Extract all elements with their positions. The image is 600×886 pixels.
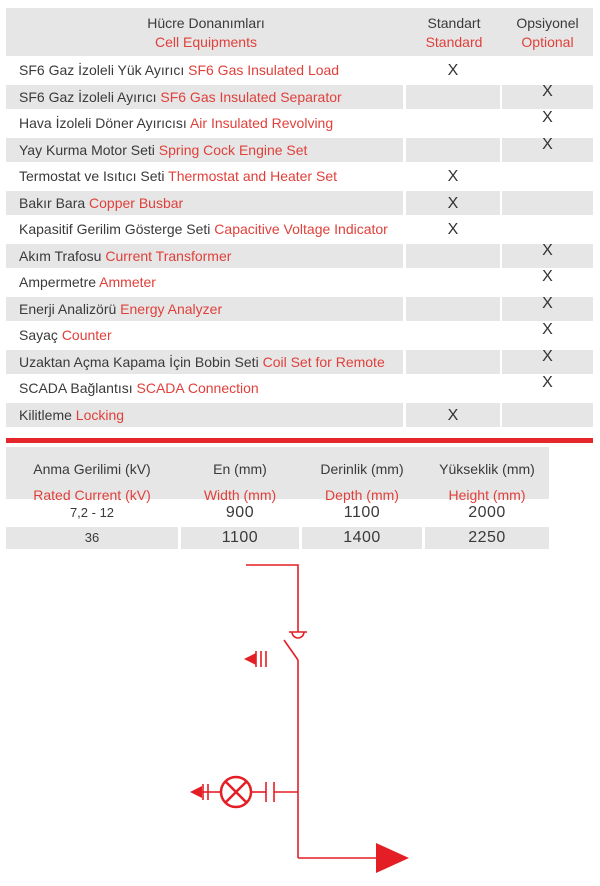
equipment-name-en: Counter xyxy=(61,327,112,343)
equipment-name-en: Copper Busbar xyxy=(89,194,184,211)
header-height-en: Height (mm) xyxy=(448,487,526,503)
height-cell: 2250 xyxy=(425,527,549,549)
equipment-name-tr: Hava İzoleli Döner Ayırıcısı xyxy=(19,115,187,131)
optional-mark: X xyxy=(542,268,553,285)
header-voltage-en: Rated Current (kV) xyxy=(33,487,151,503)
equipment-name-en: Coil Set for Remote xyxy=(262,353,385,370)
equipment-name-en: Current Transformer xyxy=(105,247,232,264)
header-optional-en: Optional xyxy=(521,34,574,50)
voltage-cell: 36 xyxy=(6,527,178,549)
equipment-name-en: Air Insulated Revolving xyxy=(189,115,334,131)
equipment-name-tr: Enerji Analizörü xyxy=(19,300,117,317)
equipment-name-tr: SF6 Gaz İzoleli Ayırıcı xyxy=(19,88,157,105)
header-equipments-tr: Hücre Donanımları xyxy=(147,15,265,31)
equipment-name-en: Energy Analyzer xyxy=(120,300,223,317)
equipment-name-tr: Sayaç xyxy=(19,327,58,343)
equipment-name-tr: SF6 Gaz İzoleli Yük Ayırıcı xyxy=(19,62,185,78)
equipment-name-tr: Ampermetre xyxy=(19,274,97,290)
equipment-name-tr: Akım Trafosu xyxy=(19,247,102,264)
output-arrow-icon xyxy=(376,843,409,873)
width-cell: 900 xyxy=(225,504,255,521)
equipment-name-en: Locking xyxy=(75,406,125,423)
depth-cell: 1100 xyxy=(343,504,381,521)
optional-mark: X xyxy=(542,109,553,126)
equipment-name-en: Ammeter xyxy=(99,274,156,290)
equipment-name-en: Capacitive Voltage Indicator xyxy=(214,221,388,237)
equipment-name-tr: Yay Kurma Motor Seti xyxy=(19,141,155,158)
header-standard-tr: Standart xyxy=(427,15,481,31)
height-cell: 2000 xyxy=(468,504,506,521)
left-arrow-icon xyxy=(244,653,256,665)
equipment-name-en: SCADA Connection xyxy=(136,380,259,396)
standard-mark: X xyxy=(447,62,459,79)
optional-mark: X xyxy=(542,347,553,365)
voltage-cell: 7,2 - 12 xyxy=(69,505,115,520)
equipment-name-tr: Uzaktan Açma Kapama İçin Bobin Seti xyxy=(19,353,259,370)
equipment-name-en: Thermostat and Heater Set xyxy=(168,168,338,184)
header-width-tr: En (mm) xyxy=(213,461,267,477)
standard-mark: X xyxy=(447,168,459,185)
header-depth-en: Depth (mm) xyxy=(325,487,399,503)
optional-mark: X xyxy=(542,241,553,259)
width-cell: 1100 xyxy=(181,527,299,549)
header-height-tr: Yükseklik (mm) xyxy=(439,461,535,477)
header-width-en: Width (mm) xyxy=(203,487,277,503)
optional-mark: X xyxy=(542,135,553,153)
header-equipments-en: Cell Equipments xyxy=(155,34,257,50)
left-arrow-icon xyxy=(190,786,202,798)
earth-icon xyxy=(289,632,307,638)
standard-mark: X xyxy=(447,194,459,212)
load-switch-symbol xyxy=(284,640,298,660)
equipment-name-en: SF6 Gas Insulated Separator xyxy=(160,88,342,105)
header-standard-en: Standard xyxy=(425,34,483,50)
voltage-indicator-lamp-icon xyxy=(221,777,251,807)
equipment-name-tr: SCADA Bağlantısı xyxy=(19,380,133,396)
equipment-name-tr: Bakır Bara xyxy=(19,194,86,211)
optional-mark: X xyxy=(542,82,553,100)
equipment-name-tr: Termostat ve Isıtıcı Seti xyxy=(19,168,165,184)
equipment-name-en: SF6 Gas Insulated Load xyxy=(188,62,340,78)
optional-mark: X xyxy=(542,374,553,391)
header-voltage-tr: Anma Gerilimi (kV) xyxy=(33,461,151,477)
optional-mark: X xyxy=(542,294,553,312)
voltage-indicator-group xyxy=(202,777,298,807)
optional-mark: X xyxy=(542,321,553,338)
equipment-name-tr: Kapasitif Gerilim Gösterge Seti xyxy=(19,221,211,237)
busbar-feed-line xyxy=(246,565,298,632)
standard-mark: X xyxy=(447,406,459,424)
depth-cell: 1400 xyxy=(302,527,422,549)
header-depth-tr: Derinlik (mm) xyxy=(320,461,404,477)
equipment-name-tr: Kilitleme xyxy=(19,406,72,423)
equipment-name-en: Spring Cock Engine Set xyxy=(158,141,308,158)
header-optional-tr: Opsiyonel xyxy=(516,15,579,31)
standard-mark: X xyxy=(447,221,459,238)
